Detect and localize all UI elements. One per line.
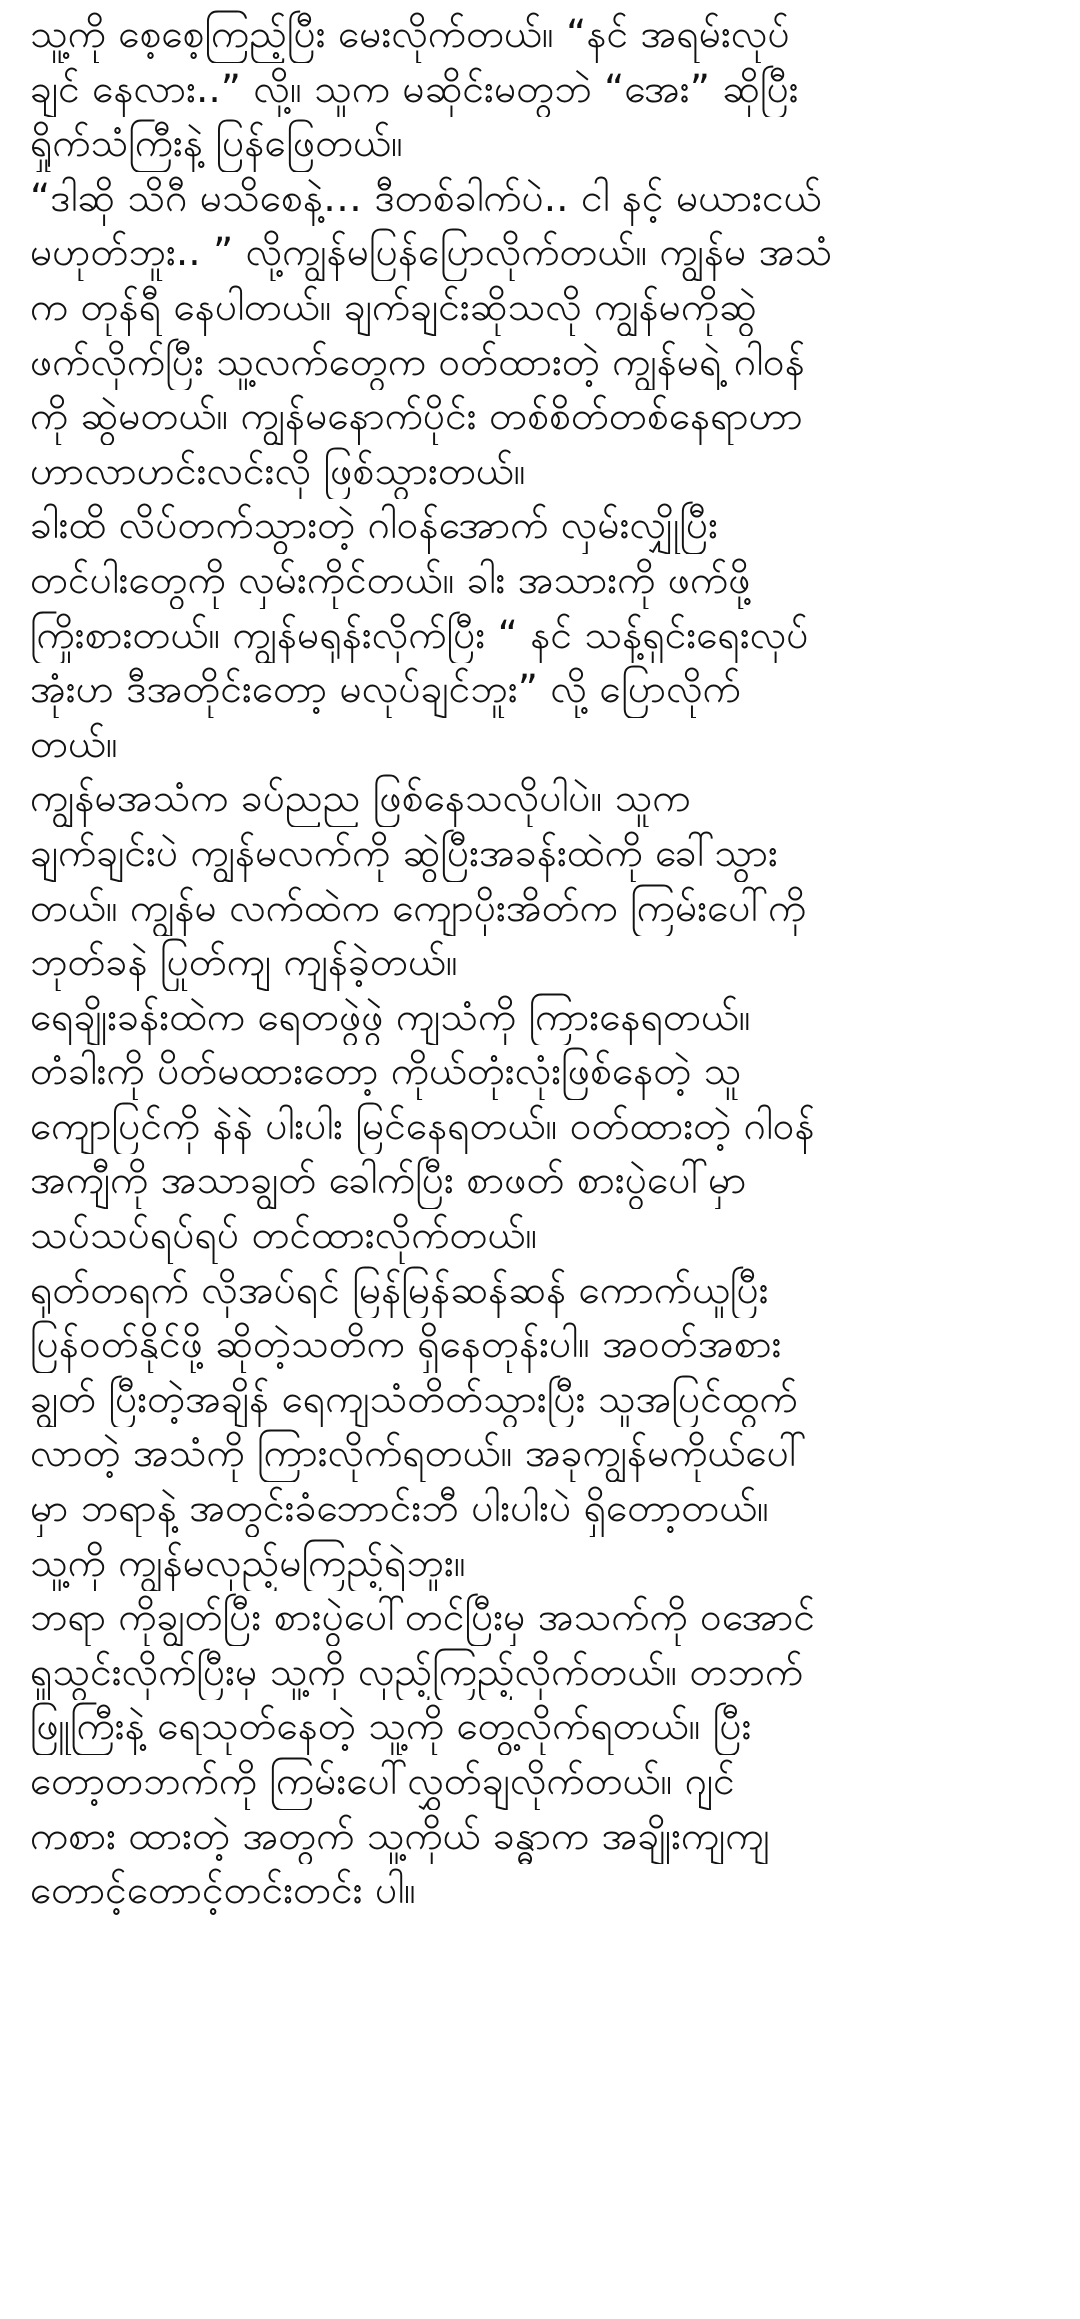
text-line: ခါးထိ လိပ်တက်သွားတဲ့ ဂါဝန်အောက် လှမ်းလျှိုပြီး <box>30 503 719 549</box>
text-line: သူ့ကို စေ့စေ့ကြည့်ပြီး မေးလိုက်တယ်။ “နင် အရမ်းလုပ် <box>30 12 790 57</box>
text-line: ချက်ချင်းပဲ ကျွန်မလက်ကို ဆွဲပြီးအခန်းထဲကို ခေါ်သွား <box>30 830 778 876</box>
text-line: ကျောပြင်ကို နဲနဲ ပါးပါး မြင်နေရတယ်။ ဝတ်ထားတဲ့ ဂါဝန် <box>30 1103 815 1149</box>
text-line: တော့တဘက်ကို ကြမ်းပေါ်လွှတ်ချလိုက်တယ်။ ဂျင် <box>30 1759 735 1804</box>
text-line: တင်ပါးတွေကို လှမ်းကိုင်တယ်။ ခါး အသားကို ဖက်ဖို့ <box>30 557 751 603</box>
text-line: တယ်။ ကျွန်မ လက်ထဲက ကျောပိုးအိတ်က ကြမ်းပေါ်ကို <box>30 885 807 931</box>
text-line: ဖက်လိုက်ပြီး သူ့လက်တွေက ဝတ်ထားတဲ့ ကျွန်မရဲ့ ဂါဝန် <box>30 339 805 385</box>
text-line: အုံးဟ ဒီအတိုင်းတော့ မလုပ်ချင်ဘူး” လို့ ပြောလိုက် <box>30 667 741 713</box>
text-line: ရေချိုးခန်းထဲက ရေတဖွဲဖွဲ ကျသံကို ကြားနေရတယ်။ <box>30 994 751 1040</box>
text-line: တယ်။ <box>30 721 118 767</box>
text-line: ပြန်ဝတ်နိုင်ဖို့ ဆိုတဲ့သတိက ရှိနေတုန်းပါ။ အဝတ်အစား <box>30 1322 782 1368</box>
text-line: ကြိုးစားတယ်။ ကျွန်မရုန်းလိုက်ပြီး “ နင် သန့်ရှင်းရေးလုပ် <box>30 612 809 658</box>
text-line: ချွတ် ပြီးတဲ့အချိန် ရေကျသံတိတ်သွားပြီး သူအပြင်ထွက် <box>30 1376 798 1422</box>
text-line: သပ်သပ်ရပ်ရပ် တင်ထားလိုက်တယ်။ <box>30 1213 538 1259</box>
text-line: ကို ဆွဲမတယ်။ ကျွန်မနောက်ပိုင်း တစ်စိတ်တစ်နေရာဟာ <box>30 394 803 440</box>
text-line: “ဒါဆို သိဂီ မသိစေနဲ့… ဒီတစ်ခါက်ပဲ.. ငါ နင့် မယားငယ် <box>30 175 822 221</box>
text-line: အကျီကို အသာချွတ် ခေါက်ပြီး စာဖတ် စားပွဲပေါ်မှာ <box>30 1158 747 1204</box>
text-line: က တုန်ရီ နေပါတယ်။ ချက်ချင်းဆိုသလို ကျွန်မကိုဆွဲ <box>30 284 757 330</box>
text-line: ရှိုက်သံကြီးနဲ့ ပြန်ဖြေတယ်။ <box>30 121 403 167</box>
story-text <box>30 8 1060 1919</box>
text-line: မဟုတ်ဘူး.. ” လို့ကျွန်မပြန်ပြောလိုက်တယ်။ ကျွန်မ အသံ <box>30 230 833 276</box>
text-line: ဖြူကြီးနဲ့ ရေသုတ်နေတဲ့ သူ့ကို တွေ့လိုက်ရတယ်။ ပြီး <box>30 1704 752 1750</box>
text-line: ကစား ထားတဲ့ အတွက် သူ့ကိုယ် ခန္ဓာက အချိုးကျကျ <box>30 1813 770 1859</box>
text-line: လာတဲ့ အသံကို ကြားလိုက်ရတယ်။ အခုကျွန်မကိုယ်ပေါ် <box>30 1431 807 1477</box>
text-line: ရှူသွင်းလိုက်ပြီးမှ သူ့ကို လှည့်ကြည့်လိုက်တယ်။ တဘက် <box>30 1649 804 1695</box>
text-line: ဘုတ်ခနဲ ပြုတ်ကျ ကျန်ခဲ့တယ်။ <box>30 940 458 986</box>
text-line: တံခါးကို ပိတ်မထားတော့ ကိုယ်တုံးလုံးဖြစ်နေတဲ့ သူ <box>30 1049 742 1095</box>
text-line: ကျွန်မအသံက ခပ်ညည ဖြစ်နေသလိုပါပဲ။ သူက <box>30 776 691 822</box>
text-line: ချင် နေလား..” လို့။ သူက မဆိုင်းမတွဘဲ “အေး” ဆိုပြီး <box>30 66 799 112</box>
text-line: သူ့ကို ကျွန်မလှည့်မကြည့်ရဲဘူး။ <box>30 1540 466 1586</box>
text-line: ဘရာ ကိုချွတ်ပြီး စားပွဲပေါ်တင်ပြီးမှ အသက်ကို ဝအောင် <box>30 1595 816 1641</box>
text-line: တောင့်တောင့်တင်းတင်း ပါ။ <box>30 1868 416 1914</box>
text-line: ဟာလာဟင်းလင်းလို ဖြစ်သွားတယ်။ <box>30 448 526 494</box>
text-line: ရုတ်တရက် လိုအပ်ရင် မြန်မြန်ဆန်ဆန် ကောက်ယူပြီး <box>30 1267 769 1313</box>
text-line: မှာ ဘရာနဲ့ အတွင်းခံဘောင်းဘီ ပါးပါးပဲ ရှိတော့တယ်။ <box>30 1486 769 1532</box>
